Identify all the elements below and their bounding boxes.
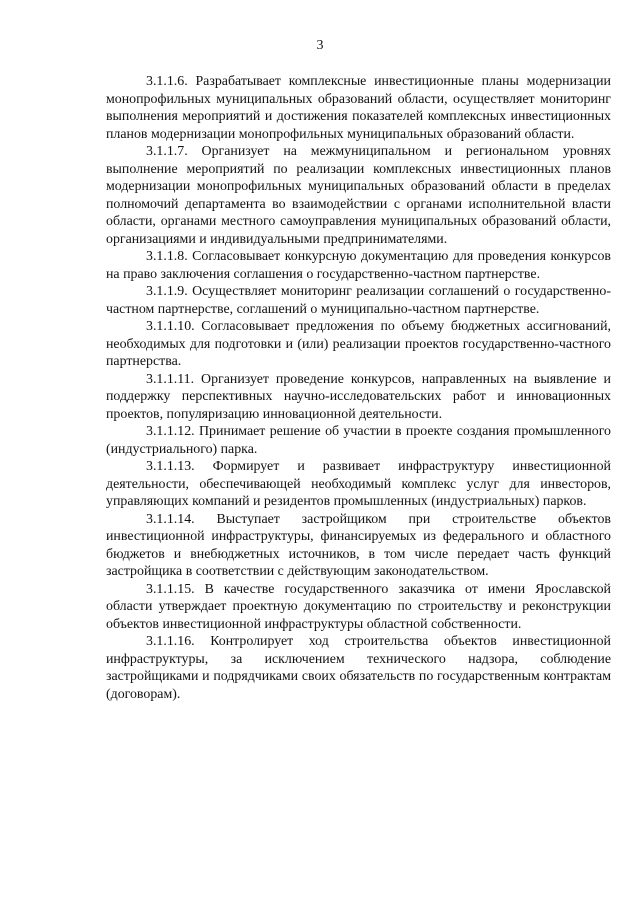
paragraph-text: Принимает решение об участии в проекте создания промышленного (индустриального) парка. [106, 424, 611, 457]
paragraph-number: 3.1.1.7. [146, 144, 188, 159]
paragraph-number: 3.1.1.12. [146, 424, 195, 439]
paragraph-number: 3.1.1.13. [146, 459, 195, 474]
paragraph-number: 3.1.1.14. [146, 511, 195, 527]
paragraph-3-1-1-7 [106, 143, 611, 248]
document-body [106, 73, 611, 703]
paragraph-number: 3.1.1.9. [146, 284, 188, 299]
paragraph-text: В качестве государственного заказчика от имени Ярославской области утверждает проектную документацию по строительству и реконструкции объектов инвестиционной инфраструктуры областной собственности. [106, 581, 611, 632]
paragraph-number: 3.1.1.6. [146, 74, 188, 89]
paragraph-text: Осуществляет мониторинг реализации соглашений о государственно-частном партнерстве, соглашений о муниципально-частном партнерстве. [106, 284, 611, 317]
paragraph-number: 3.1.1.8. [146, 249, 188, 264]
paragraph-3-1-1-8 [106, 248, 611, 283]
paragraph-number: 3.1.1.10. [146, 319, 195, 334]
paragraph-number: 3.1.1.16. [146, 634, 195, 649]
paragraph-3-1-1-15 [106, 581, 611, 634]
paragraph-text: Согласовывает предложения по объему бюджетных ассигнований, необходимых для подготовки и (или) реализации проектов государственно-частного партнерства. [106, 319, 611, 369]
paragraph-text: Выступает застройщиком при строительстве объектов инвестиционной инфраструктуры, финансируемых из федерального и областного бюджетов и внебюджетных источников, в том числе передает часть функций застройщика в соответствии с действующим законодательством. [106, 511, 611, 579]
page-number: 3 [316, 38, 324, 53]
paragraph-number: 3.1.1.15. [146, 581, 195, 597]
paragraph-3-1-1-13 [106, 458, 611, 511]
paragraph-3-1-1-6 [106, 73, 611, 143]
paragraph-text: Организует проведение конкурсов, направленных на выявление и поддержку перспективных научно-исследовательских работ и инновационных проектов, популяризацию инновационной деятельности. [106, 371, 611, 422]
paragraph-3-1-1-9 [106, 283, 611, 318]
paragraph-3-1-1-11 [106, 371, 611, 424]
paragraph-3-1-1-14 [106, 511, 611, 581]
paragraph-3-1-1-12 [106, 423, 611, 458]
paragraph-number: 3.1.1.11. [146, 371, 195, 387]
paragraph-text: Согласовывает конкурсную документацию для проведения конкурсов на право заключения соглашения о государственно-частном партнерстве. [106, 249, 611, 282]
paragraph-3-1-1-16 [106, 633, 611, 703]
paragraph-text: Формирует и развивает инфраструктуру инвестиционной деятельности, обеспечивающей необходимый комплекс услуг для инвесторов, управляющих компаний и резидентов промышленных (индустриальных) парков. [106, 459, 611, 509]
paragraph-text: Организует на межмуниципальном и региональном уровнях выполнение мероприятий по реализации комплексных инвестиционных планов модернизации монопрофильных муниципальных образований области в пределах полномочий департамента во взаимодействии с органами исполнительной власти области, органами местного самоуправления муниципальных образований области, организациями и индивидуальными предпринимателями. [106, 144, 611, 247]
paragraph-text: Контролирует ход строительства объектов инвестиционной инфраструктуры, за исключением технического надзора, соблюдение застройщиками и подрядчиками своих обязательств по государственным контрактам (договорам). [106, 634, 611, 702]
paragraph-text: Разрабатывает комплексные инвестиционные планы модернизации монопрофильных муниципальных образований области, осуществляет мониторинг выполнения мероприятий и достижения показателей комплексных инвестиционных планов модернизации монопрофильных муниципальных образований области. [106, 74, 611, 142]
paragraph-3-1-1-10 [106, 318, 611, 371]
